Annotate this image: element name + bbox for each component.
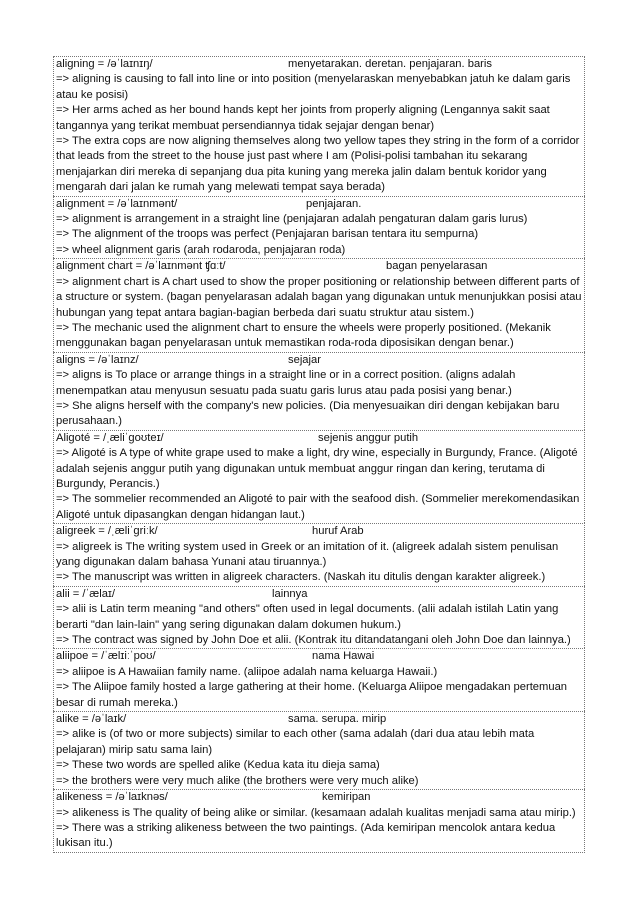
entry-example-line: => aligns is To place or arrange things in a straight line or in a correct position. (aligns adalah menempatkan atau menyusun sesuatu pada suatu garis lurus atau pada posisi yang benar.): [56, 369, 516, 397]
entry-example-line: => The mechanic used the alignment chart to ensure the wheels were properly positioned. (Mekanik menggunakan bagan penyelarasan untuk memastikan roda-roda diposisikan dengan benar.): [56, 321, 551, 350]
entry-example-line: => She aligns herself with the company's new policies. (Dia menyesuaikan diri dengan kebijakan baru perusahaan.): [56, 399, 560, 428]
entry-headword-row: [56, 524, 582, 539]
entry-example-line: => The manuscript was written in aligreek characters. (Naskah itu ditulis dengan karakter aligreek.): [56, 571, 546, 584]
entry-example-line: => There was a striking alikeness between the two paintings. (Ada kemiripan mencolok antara kedua lukisan itu.): [56, 821, 556, 850]
entry-example-line: => alignment chart is A chart used to show the proper positioning or relationship between different parts of a structure or system. (bagan penyelarasan adalah bagan yang digunakan untuk menunjukkan posisi atau hubungan yang tepat antara bagian-bagian berbeda dari suatu struktur atau sistem.): [56, 275, 582, 319]
entry-example-line: => alikeness is The quality of being alike or similar. (kesamaan adalah kualitas menjadi sama atau mirip.): [56, 806, 576, 819]
entry-example-line: => alii is Latin term meaning "and others" often used in legal documents. (alii adalah istilah Latin yang berarti "dan lain-lain" yang sering digunakan dalam dokumen hukum.): [56, 603, 559, 631]
entry-headword: Aligoté = /ˌæliˈɡoʊteɪ/: [56, 431, 164, 444]
entry-example-line: => aligreek is The writing system used in Greek or an imitation of it. (aligreek adalah sistem penulisan yang digunakan dalam bahasa Yunani atau tiruannya.): [56, 540, 559, 568]
dictionary-entry: [53, 196, 585, 259]
entry-headword-row: [56, 712, 582, 727]
entry-example-line: => The contract was signed by John Doe et alii. (Kontrak itu ditandatangani oleh John Doe dan lainnya.): [56, 634, 571, 647]
dictionary-document: [53, 56, 585, 853]
entry-headword-row: [56, 587, 582, 602]
entry-headword-row: [56, 197, 582, 212]
entry-example-line: => The Aliipoe family hosted a large gathering at their home. (Keluarga Aliipoe mengadakan pertemuan besar di rumah mereka.): [56, 681, 568, 709]
entry-translation: huruf Arab: [312, 525, 364, 538]
entry-translation: sama. serupa. mirip: [288, 713, 387, 726]
entry-headword-row: [56, 649, 582, 664]
entry-example-line: => wheel alignment garis (arah rodaroda, penjajaran roda): [56, 243, 346, 256]
entry-headword: aligreek = /ˌæliˈɡriːk/: [56, 525, 158, 538]
entry-example-line: => the brothers were very much alike (the brothers were very much alike): [56, 774, 419, 787]
entry-example-line: => Aligoté is A type of white grape used to make a light, dry wine, especially in Burgundy, France. (Aligoté adalah sejenis anggur putih yang digunakan untuk membuat anggur ringan dan kering, terutama di Burgundy, Perancis.): [56, 447, 578, 490]
dictionary-entry: [53, 56, 585, 196]
entry-headword: aligning = /əˈlaɪnɪŋ/: [56, 58, 153, 70]
entry-example-line: => The sommelier recommended an Aligoté to pair with the seafood dish. (Sommelier merekomendasikan Aligoté untuk dipasangkan dengan hidangan laut.): [56, 493, 580, 521]
entry-translation: sejenis anggur putih: [318, 431, 419, 444]
entry-headword: alignment chart = /əˈlaɪnmənt ʧɑːt/: [56, 260, 226, 273]
dictionary-entry: [53, 789, 585, 853]
dictionary-entry: [53, 258, 585, 351]
entry-example-line: => The extra cops are now aligning themselves along two yellow tapes they string in the form of a corridor that leads from the street to the house just past where I am (Polisi-polisi tambahan itu sekarang menjajarkan diri mereka di sepanjang dua pita kuning yang mereka jalin dalam bentuk koridor yang mengarah dari jalan ke rumah yang melewati tempat saya berada): [56, 135, 580, 194]
entry-headword: alike = /əˈlaɪk/: [56, 713, 127, 726]
entry-headword: alikeness = /əˈlaɪknəs/: [56, 791, 168, 804]
dictionary-entry: [53, 586, 585, 649]
dictionary-entry: [53, 430, 585, 523]
entry-headword: alignment = /əˈlaɪnmənt/: [56, 197, 178, 210]
entry-translation: kemiripan: [322, 791, 371, 804]
entry-example-line: => Her arms ached as her bound hands kept her joints from properly aligning (Lengannya sakit saat tangannya yang terikat membuat persendiannya tidak sejajar dengan benar): [56, 104, 550, 132]
entry-translation: bagan penyelarasan: [386, 260, 488, 273]
entry-example-line: => These two words are spelled alike (Kedua kata itu dieja sama): [56, 759, 380, 772]
entry-headword-row: [56, 57, 582, 72]
dictionary-entry: [53, 648, 585, 711]
dictionary-entry: [53, 523, 585, 586]
entry-example-line: => The alignment of the troops was perfect (Penjajaran barisan tentara itu sempurna): [56, 228, 479, 241]
entry-example-line: => aligning is causing to fall into line or into position (menyelaraskan menyebabkan jatuh ke dalam garis atau ke posisi): [56, 73, 571, 101]
entry-headword-row: [56, 431, 582, 446]
dictionary-entry: [53, 352, 585, 430]
entry-headword: alii = /ˈælaɪ/: [56, 587, 116, 600]
entry-translation: penjajaran.: [306, 197, 362, 210]
entry-example-line: => alignment is arrangement in a straight line (penjajaran adalah pengaturan dalam garis lurus): [56, 213, 528, 226]
entry-headword: aliipoe = /ˈælɪiːˈpoʊ/: [56, 650, 156, 663]
entry-translation: lainnya: [272, 587, 308, 600]
entry-translation: sejajar: [288, 353, 321, 366]
entry-translation: nama Hawai: [312, 650, 375, 663]
entry-example-line: => alike is (of two or more subjects) similar to each other (sama adalah (dari dua atau lebih mata pelajaran) mirip satu sama lain): [56, 728, 535, 756]
entry-headword: aligns = /əˈlaɪnz/: [56, 353, 139, 366]
entry-headword-row: [56, 790, 582, 805]
entry-headword-row: [56, 353, 582, 368]
entry-headword-row: [56, 259, 582, 274]
entry-translation: menyetarakan. deretan. penjajaran. baris: [288, 58, 492, 70]
dictionary-entry: [53, 711, 585, 789]
entry-example-line: => aliipoe is A Hawaiian family name. (aliipoe adalah nama keluarga Hawaii.): [56, 665, 438, 678]
